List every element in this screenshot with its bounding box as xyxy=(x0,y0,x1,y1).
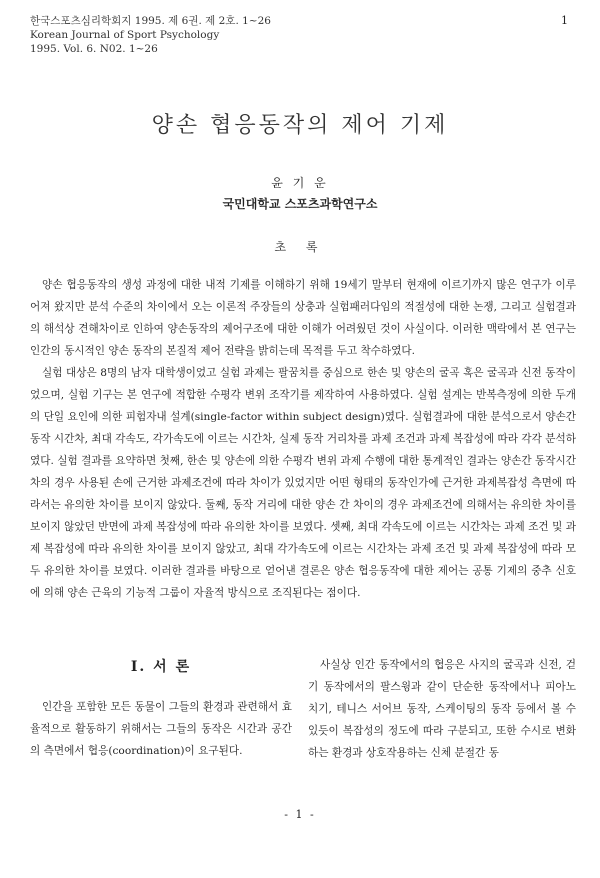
section-heading-introduction: I. 서 론 xyxy=(130,659,192,675)
journal-volume: 1995. Vol. 6. N02. 1~26 xyxy=(30,43,158,55)
abstract-heading: 초 록 xyxy=(274,240,326,254)
abstract-paragraph-1: 양손 협응동작의 생성 과정에 대한 내적 기제를 이해하기 위해 19세기 말부터 현재에 이르기까지 많은 연구가 이루어져 왔지만 분석 수준의 차이에서 오는 이론적 주장들의 상충과 실험패러다임의 적절성에 대한 논쟁, 그리고 실험결과의 해석상 견해차이로 인하여 양손동작의 제어구조에 대한 이해가 어려웠던 것이 사실이다. 이러한 맥락에서 본 연구는 인간의 동시적인 양손 동작의 본질적 제어 전략을 밝히는데 목적를 두고 착수하였다. xyxy=(30,279,576,357)
paper-title: 양손 협응동작의 제어 기제 xyxy=(151,113,449,138)
author-affiliation: 국민대학교 스포츠과학연구소 xyxy=(222,197,378,211)
left-column-paragraph: 인간을 포함한 모든 동물이 그들의 환경과 관련해서 효율적으로 활동하기 위해서는 그들의 동작은 시간과 공간의 측면에서 협응(coordination)이 요구된다. xyxy=(30,701,292,757)
abstract-body xyxy=(30,274,576,604)
page-number-top: 1 xyxy=(561,14,568,27)
right-column xyxy=(308,654,576,764)
journal-header xyxy=(30,14,271,56)
page-number-footer: - 1 - xyxy=(284,808,316,821)
journal-title-korean: 한국스포츠심리학회지 1995. 제 6권. 제 2호. 1~26 xyxy=(30,15,271,27)
right-column-paragraph: 사실상 인간 동작에서의 협응은 사지의 굴곡과 신전, 걷기 동작에서의 팔스윙과 같이 단순한 동작에서나 피아노 치기, 테니스 서어브 동작, 스케이팅의 동작 등에서 볼 수 있듯이 복잡성의 정도에 따라 구분되고, 또한 수시로 변화하는 환경과 상호작용하는 신체 분절간 동 xyxy=(308,659,576,759)
left-column xyxy=(30,656,292,762)
journal-title-english: Korean Journal of Sport Psychology xyxy=(30,29,220,41)
abstract-paragraph-2: 실험 대상은 8명의 남자 대학생이었고 실험 과제는 팔꿈치를 중심으로 한손 및 양손의 굴곡 혹은 굴곡과 신전 동작이었으며, 실험 기구는 본 연구에 적합한 수평각 변위 조작기를 제작하여 사용하였다. 실험 설계는 반복측정에 의한 두개의 단일 요인에 의한 피험자내 설계(single-factor within subject design)였다. 실험결과에 대한 분석으로서 양손간 동작 시간차, 최대 각속도, 각가속도에 이르는 시간차, 실제 동작 거리차를 과제 조건과 과제 복잡성에 따라 각각 분석하였다. 실험 결과를 요약하면 첫째, 한손 및 양손에 의한 수평각 변위 과제 수행에 대한 통계적인 결과는 양손간 동작시간차의 경우 사용된 손에 근거한 과제조건에 따라 차이가 있었지만 어떤 형태의 동작인가에 근거한 과제복잡성 측면에 따라서는 유의한 차이를 보이지 않았다. 둘째, 동작 거리에 대한 양손 간 차이의 경우 과제조건에 의해서는 유의한 차이를 보이지 않았던 반면에 과제 복잡성에 따라 유의한 차이를 보였다. 셋째, 최대 각속도에 이르는 시간차는 과제 조건 및 과제 복잡성에 따라 유의한 차이를 보이지 않았고, 최대 각가속도에 이르는 시간차는 과제 조건 및 과제 복잡성에 따라 모두 유의한 차이를 보였다. 이러한 결과를 바탕으로 얻어낸 결론은 양손 협응동작에 대한 제어는 공통 기제의 중추 신호에 의해 양손 근육의 기능적 그룹이 자율적 방식으로 조직된다는 점이다. xyxy=(30,367,576,599)
author-name: 윤 기 운 xyxy=(271,176,329,190)
